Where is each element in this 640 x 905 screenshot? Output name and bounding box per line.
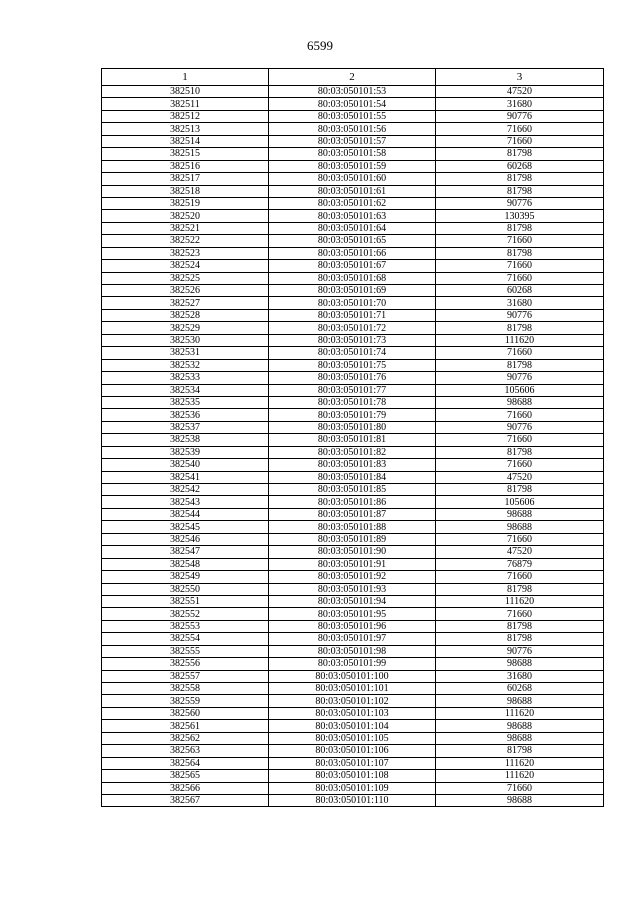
cell-cadastral-number: 80:03:050101:78 [269,396,436,408]
table-row [102,521,604,533]
cell-number: 382556 [102,658,269,670]
cell-number: 382546 [102,533,269,545]
cell-number: 382515 [102,148,269,160]
cell-number: 382535 [102,396,269,408]
table-row [102,110,604,122]
table-row [102,459,604,471]
cell-number: 382545 [102,521,269,533]
cell-number: 382557 [102,670,269,682]
cell-cadastral-number: 80:03:050101:64 [269,222,436,234]
table-header [102,69,604,86]
cell-number: 382526 [102,285,269,297]
cell-value: 71660 [436,608,604,620]
cell-cadastral-number: 80:03:050101:61 [269,185,436,197]
cell-number: 382517 [102,173,269,185]
cell-cadastral-number: 80:03:050101:106 [269,745,436,757]
cell-number: 382563 [102,745,269,757]
table-row [102,446,604,458]
cell-cadastral-number: 80:03:050101:86 [269,496,436,508]
cell-number: 382552 [102,608,269,620]
table-row [102,185,604,197]
cell-number: 382565 [102,770,269,782]
cell-cadastral-number: 80:03:050101:72 [269,322,436,334]
cell-cadastral-number: 80:03:050101:99 [269,658,436,670]
table-row [102,285,604,297]
cell-value: 60268 [436,683,604,695]
cell-value: 71660 [436,260,604,272]
cell-cadastral-number: 80:03:050101:63 [269,210,436,222]
cell-cadastral-number: 80:03:050101:65 [269,235,436,247]
cell-value: 81798 [436,185,604,197]
table-row [102,173,604,185]
cell-cadastral-number: 80:03:050101:102 [269,695,436,707]
table-row [102,322,604,334]
cell-value: 98688 [436,396,604,408]
cell-value: 81798 [436,148,604,160]
cell-number: 382536 [102,409,269,421]
cell-number: 382531 [102,347,269,359]
cell-value: 90776 [436,110,604,122]
table-row [102,98,604,110]
cell-value: 71660 [436,459,604,471]
cell-cadastral-number: 80:03:050101:71 [269,309,436,321]
cell-number: 382549 [102,571,269,583]
table-row [102,222,604,234]
table-row [102,272,604,284]
cell-number: 382537 [102,421,269,433]
cell-number: 382532 [102,359,269,371]
cell-cadastral-number: 80:03:050101:88 [269,521,436,533]
cell-value: 98688 [436,508,604,520]
cell-cadastral-number: 80:03:050101:97 [269,633,436,645]
cell-number: 382540 [102,459,269,471]
cell-number: 382525 [102,272,269,284]
cell-value: 71660 [436,434,604,446]
data-table [101,68,604,807]
table-row [102,633,604,645]
cell-cadastral-number: 80:03:050101:59 [269,160,436,172]
cell-number: 382548 [102,558,269,570]
cell-number: 382541 [102,471,269,483]
cell-value: 90776 [436,421,604,433]
cell-cadastral-number: 80:03:050101:54 [269,98,436,110]
table-row [102,645,604,657]
cell-number: 382547 [102,546,269,558]
table-row [102,484,604,496]
cell-value: 31680 [436,670,604,682]
cell-number: 382555 [102,645,269,657]
cell-cadastral-number: 80:03:050101:73 [269,334,436,346]
cell-value: 71660 [436,782,604,794]
cell-cadastral-number: 80:03:050101:98 [269,645,436,657]
table-row [102,745,604,757]
cell-value: 105606 [436,496,604,508]
table-row [102,707,604,719]
cell-value: 81798 [436,222,604,234]
table-row [102,608,604,620]
table-row [102,658,604,670]
cell-cadastral-number: 80:03:050101:70 [269,297,436,309]
cell-value: 31680 [436,297,604,309]
table-row [102,471,604,483]
cell-number: 382522 [102,235,269,247]
cell-value: 81798 [436,620,604,632]
cell-value: 90776 [436,309,604,321]
cell-value: 98688 [436,521,604,533]
cell-number: 382521 [102,222,269,234]
cell-number: 382510 [102,86,269,98]
cell-value: 81798 [436,322,604,334]
cell-number: 382524 [102,260,269,272]
cell-number: 382523 [102,247,269,259]
cell-cadastral-number: 80:03:050101:62 [269,197,436,209]
cell-number: 382514 [102,135,269,147]
cell-cadastral-number: 80:03:050101:100 [269,670,436,682]
table-row [102,571,604,583]
table-row [102,683,604,695]
cell-cadastral-number: 80:03:050101:90 [269,546,436,558]
cell-value: 60268 [436,285,604,297]
cell-value: 47520 [436,471,604,483]
table-row [102,782,604,794]
table-row [102,396,604,408]
cell-value: 76879 [436,558,604,570]
table-row [102,123,604,135]
table-row [102,210,604,222]
cell-cadastral-number: 80:03:050101:103 [269,707,436,719]
table-row [102,384,604,396]
cell-cadastral-number: 80:03:050101:60 [269,173,436,185]
cell-cadastral-number: 80:03:050101:84 [269,471,436,483]
cell-number: 382539 [102,446,269,458]
cell-value: 90776 [436,372,604,384]
cell-value: 111620 [436,770,604,782]
table-row [102,347,604,359]
cell-number: 382560 [102,707,269,719]
cell-number: 382566 [102,782,269,794]
table-row [102,620,604,632]
table-body [102,86,604,807]
cell-number: 382512 [102,110,269,122]
cell-number: 382534 [102,384,269,396]
cell-value: 90776 [436,197,604,209]
cell-value: 98688 [436,658,604,670]
cell-cadastral-number: 80:03:050101:83 [269,459,436,471]
cell-cadastral-number: 80:03:050101:53 [269,86,436,98]
table-row [102,260,604,272]
cell-value: 71660 [436,533,604,545]
cell-cadastral-number: 80:03:050101:91 [269,558,436,570]
cell-cadastral-number: 80:03:050101:105 [269,732,436,744]
cell-value: 71660 [436,135,604,147]
cell-value: 81798 [436,583,604,595]
cell-value: 71660 [436,571,604,583]
cell-number: 382564 [102,757,269,769]
cell-number: 382562 [102,732,269,744]
cell-cadastral-number: 80:03:050101:109 [269,782,436,794]
cell-cadastral-number: 80:03:050101:89 [269,533,436,545]
cell-number: 382558 [102,683,269,695]
cell-cadastral-number: 80:03:050101:66 [269,247,436,259]
cell-value: 90776 [436,645,604,657]
cell-number: 382513 [102,123,269,135]
table-row [102,508,604,520]
cell-number: 382529 [102,322,269,334]
cell-value: 81798 [436,173,604,185]
table-row [102,732,604,744]
table-row [102,160,604,172]
cell-cadastral-number: 80:03:050101:94 [269,595,436,607]
cell-value: 60268 [436,160,604,172]
cell-number: 382561 [102,720,269,732]
table-row [102,794,604,806]
cell-value: 111620 [436,595,604,607]
cell-value: 71660 [436,347,604,359]
table-row [102,558,604,570]
cell-cadastral-number: 80:03:050101:67 [269,260,436,272]
table-row [102,757,604,769]
table-row [102,148,604,160]
cell-cadastral-number: 80:03:050101:80 [269,421,436,433]
table-row [102,695,604,707]
table-row [102,595,604,607]
cell-number: 382550 [102,583,269,595]
cell-cadastral-number: 80:03:050101:74 [269,347,436,359]
cell-number: 382527 [102,297,269,309]
table-row [102,359,604,371]
cell-number: 382542 [102,484,269,496]
cell-value: 71660 [436,409,604,421]
cell-value: 111620 [436,334,604,346]
table-row [102,247,604,259]
table-row [102,197,604,209]
cell-value: 81798 [436,484,604,496]
cell-value: 81798 [436,247,604,259]
cell-value: 71660 [436,272,604,284]
cell-cadastral-number: 80:03:050101:108 [269,770,436,782]
table-row [102,583,604,595]
cell-value: 111620 [436,707,604,719]
column-header-1: 1 [102,69,269,86]
column-header-2: 2 [269,69,436,86]
table-row [102,235,604,247]
cell-cadastral-number: 80:03:050101:69 [269,285,436,297]
cell-number: 382528 [102,309,269,321]
cell-cadastral-number: 80:03:050101:107 [269,757,436,769]
cell-cadastral-number: 80:03:050101:87 [269,508,436,520]
cell-cadastral-number: 80:03:050101:81 [269,434,436,446]
cell-cadastral-number: 80:03:050101:55 [269,110,436,122]
cell-value: 111620 [436,757,604,769]
cell-cadastral-number: 80:03:050101:92 [269,571,436,583]
cell-value: 98688 [436,794,604,806]
cell-cadastral-number: 80:03:050101:75 [269,359,436,371]
cell-cadastral-number: 80:03:050101:85 [269,484,436,496]
table-row [102,496,604,508]
cell-value: 31680 [436,98,604,110]
cell-cadastral-number: 80:03:050101:104 [269,720,436,732]
cell-cadastral-number: 80:03:050101:96 [269,620,436,632]
table-row [102,720,604,732]
cell-cadastral-number: 80:03:050101:82 [269,446,436,458]
cell-cadastral-number: 80:03:050101:101 [269,683,436,695]
table-row [102,334,604,346]
cell-number: 382530 [102,334,269,346]
cell-cadastral-number: 80:03:050101:93 [269,583,436,595]
cell-cadastral-number: 80:03:050101:57 [269,135,436,147]
cell-number: 382538 [102,434,269,446]
cell-value: 81798 [436,446,604,458]
table-row [102,86,604,98]
cell-cadastral-number: 80:03:050101:68 [269,272,436,284]
cell-value: 71660 [436,123,604,135]
cell-value: 81798 [436,359,604,371]
cell-number: 382544 [102,508,269,520]
cell-value: 71660 [436,235,604,247]
table-row [102,434,604,446]
cell-number: 382520 [102,210,269,222]
cell-cadastral-number: 80:03:050101:79 [269,409,436,421]
column-header-3: 3 [436,69,604,86]
page-number: 6599 [307,38,333,53]
table-row [102,409,604,421]
table-row [102,309,604,321]
cell-number: 382567 [102,794,269,806]
cell-cadastral-number: 80:03:050101:110 [269,794,436,806]
table-row [102,421,604,433]
table-row [102,533,604,545]
cell-cadastral-number: 80:03:050101:58 [269,148,436,160]
cell-value: 105606 [436,384,604,396]
cell-value: 98688 [436,695,604,707]
cell-value: 47520 [436,86,604,98]
table-row [102,670,604,682]
cell-value: 98688 [436,720,604,732]
cell-cadastral-number: 80:03:050101:56 [269,123,436,135]
cell-number: 382518 [102,185,269,197]
table-row [102,546,604,558]
cell-cadastral-number: 80:03:050101:77 [269,384,436,396]
table-row [102,135,604,147]
cell-number: 382519 [102,197,269,209]
header-row [102,69,604,86]
cell-value: 98688 [436,732,604,744]
cell-number: 382554 [102,633,269,645]
table-row [102,297,604,309]
table-row [102,372,604,384]
cell-value: 47520 [436,546,604,558]
cell-number: 382559 [102,695,269,707]
cell-value: 81798 [436,745,604,757]
cell-number: 382553 [102,620,269,632]
cell-value: 130395 [436,210,604,222]
cell-cadastral-number: 80:03:050101:95 [269,608,436,620]
cell-value: 81798 [436,633,604,645]
table-row [102,770,604,782]
cell-number: 382551 [102,595,269,607]
cell-cadastral-number: 80:03:050101:76 [269,372,436,384]
cell-number: 382533 [102,372,269,384]
cell-number: 382543 [102,496,269,508]
cell-number: 382516 [102,160,269,172]
cell-number: 382511 [102,98,269,110]
